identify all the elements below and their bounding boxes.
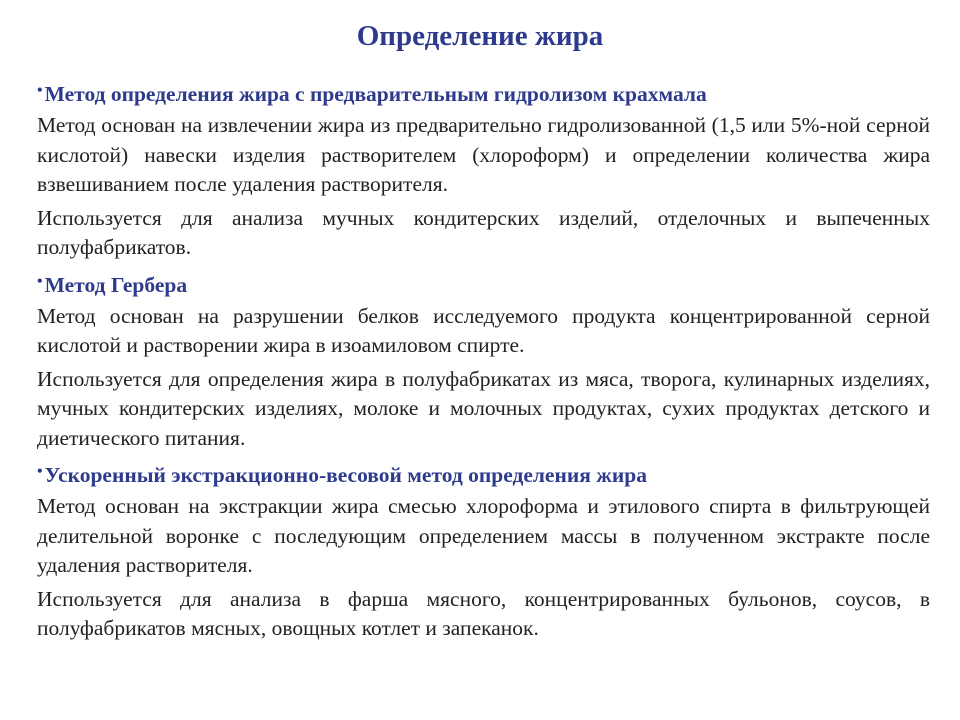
section-heading [37,267,930,300]
section-heading [37,457,930,490]
method-description: Метод основан на извлечении жира из предварительно гидролизованной (1,5 или 5%-ной серной кислотой) навески изделия растворителем (хлороформ) и определении количества жира взвешиванием после удаления растворителя. [37,113,930,196]
method-usage: Используется для анализа в фарша мясного, концентрированных бульонов, соусов, в полуфабрикатов мясных, овощных котлет и запеканок. [37,586,930,640]
section-heading [37,76,930,109]
page-title: Определение жира [356,20,604,52]
section-gerber [37,267,930,454]
slide-content [37,76,930,648]
method-description: Метод основан на разрушении белков исследуемого продукта концентрированной серной кислотой и растворении жира в изоамиловом спирте. [37,303,930,357]
bullet-icon: • [37,82,43,99]
section-extraction [37,457,930,644]
method-usage: Используется для определения жира в полуфабрикатах из мяса, творога, кулинарных изделиях, мучных кондитерских изделиях, молоке и молочных продуктах, сухих продуктах детского и диетического питания. [37,366,930,450]
method-usage: Используется для анализа мучных кондитерских изделий, отделочных и выпеченных полуфабрикатов. [37,205,930,259]
method-description: Метод основан на экстракции жира смесью хлороформа и этилового спирта в фильтрующей делительной воронке с последующим определением массы в полученном экстракте после удаления растворителя. [37,494,930,577]
bullet-icon: • [37,272,43,290]
section-heading-text: Метод Гербера [44,272,188,297]
section-hydrolysis [37,76,930,263]
bullet-icon: • [37,463,43,480]
section-heading-text: Метод определения жира с предварительным гидролизом крахмала [44,82,707,106]
section-heading-text: Ускоренный экстракционно-весовой метод определения жира [44,463,647,487]
